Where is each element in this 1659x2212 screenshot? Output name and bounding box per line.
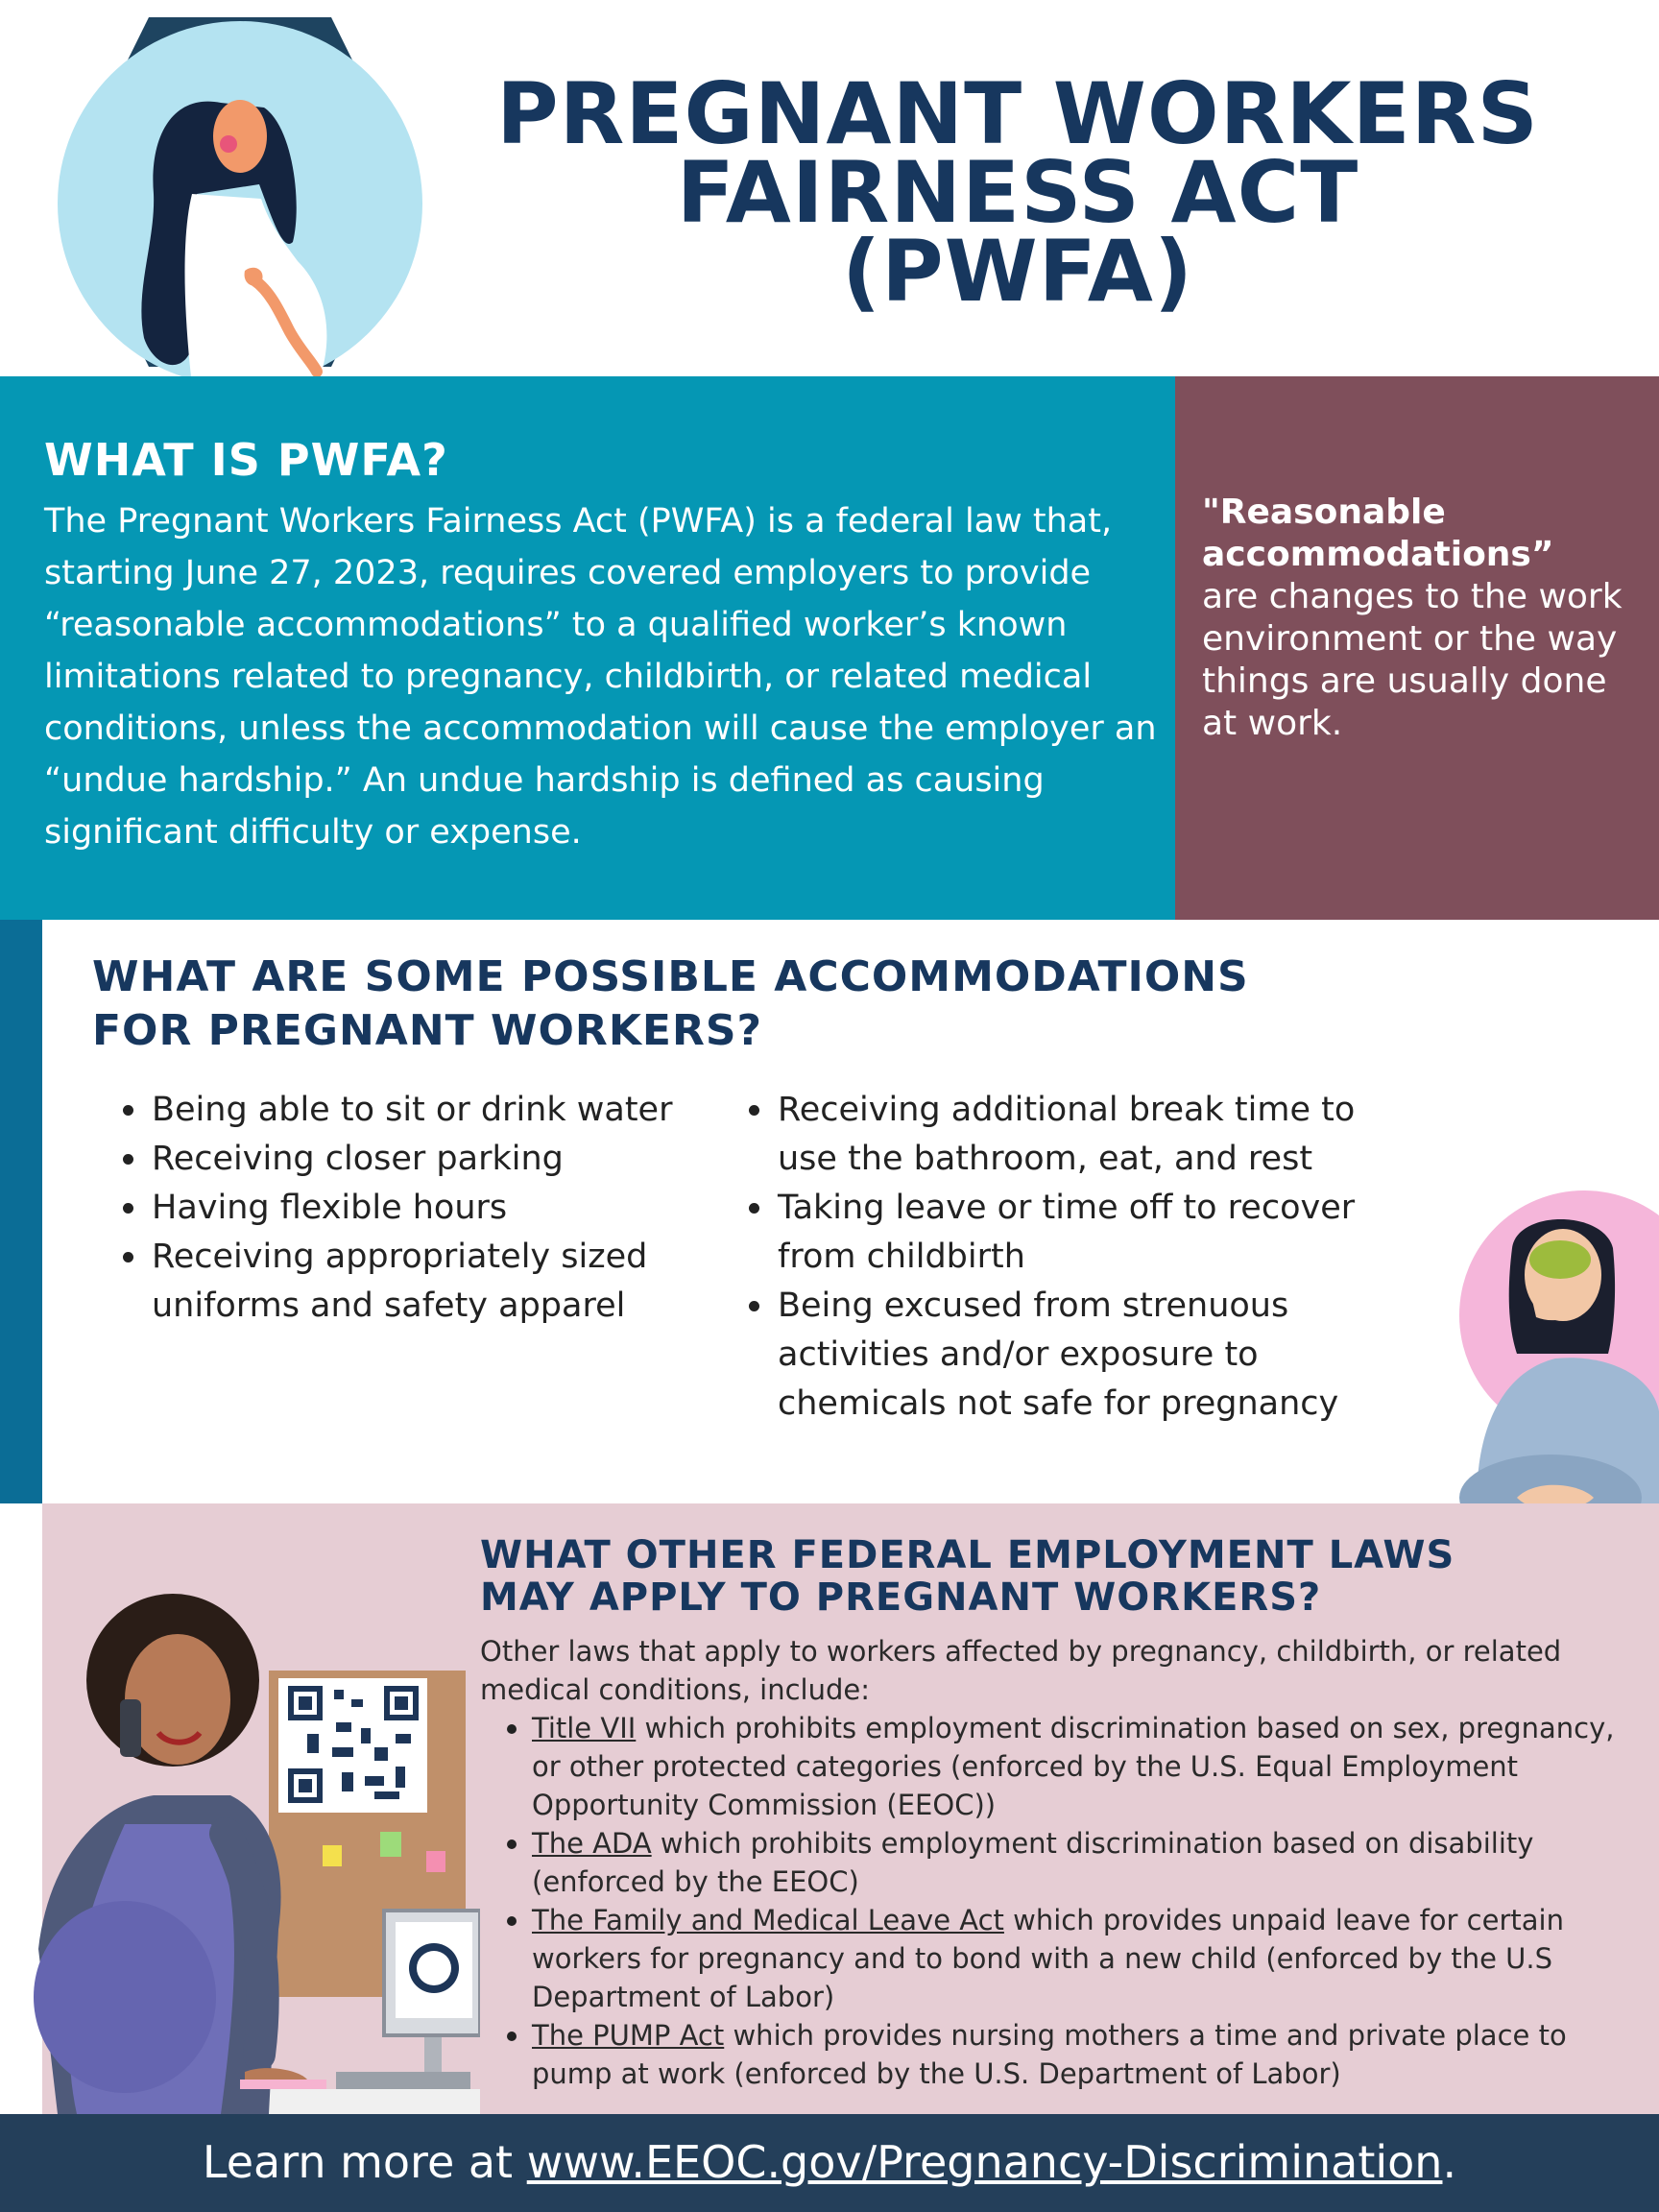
monitor-stand <box>424 2037 442 2076</box>
definition-description: are changes to the work environment or the way things are usually done at work. <box>1202 577 1623 743</box>
definition-text <box>1202 492 1644 745</box>
other-laws-heading-line-1: WHAT OTHER FEDERAL EMPLOYMENT LAWS <box>480 1533 1455 1577</box>
green-face-tint <box>1529 1240 1591 1279</box>
law-link-title-vii[interactable]: Title VII <box>532 1712 637 1744</box>
papers-on-desk <box>240 2080 326 2089</box>
definition-term: "Reasonable accommodations” <box>1202 493 1554 574</box>
law-description: which prohibits employment discrimination based on disability (enforced by the EEOC) <box>532 1827 1534 1898</box>
other-laws-list <box>505 1709 1638 2093</box>
list-item: Being able to sit or drink water <box>119 1086 714 1135</box>
footer-suffix: . <box>1442 2136 1457 2188</box>
accommodations-heading <box>92 950 1436 1058</box>
other-laws-heading <box>480 1534 1632 1619</box>
other-laws-intro: Other laws that apply to workers affected by pregnancy, childbirth, or related medical conditions, include: <box>480 1635 1562 1706</box>
other-laws-heading-line-2: MAY APPLY TO PREGNANT WORKERS? <box>480 1575 1322 1620</box>
footer-prefix: Learn more at <box>202 2136 527 2188</box>
accommodations-heading-line-1: WHAT ARE SOME POSSIBLE ACCOMMODATIONS <box>92 952 1249 1001</box>
accommodations-heading-line-2: FOR PREGNANT WORKERS? <box>92 1006 763 1055</box>
nauseous-woman-illustration <box>1411 1190 1659 1536</box>
law-link-pump-act[interactable]: The PUMP Act <box>532 2019 725 2052</box>
face-shape <box>213 100 267 173</box>
title-line-3: (PWFA) <box>841 222 1194 321</box>
accommodations-list-left <box>119 1086 714 1331</box>
what-is-body: The Pregnant Workers Fairness Act (PWFA) is a federal law that, starting June 27, 2023, requires covered employers to provide “reasonable accommodations” to a qualified worker’s known limitations related to pregnancy, childbirth, or related medical conditions, unless the accommodation will cause the employer an “undue hardship.” An undue hardship is defined as causing significant difficulty or expense. <box>44 502 1157 852</box>
law-link-ada[interactable]: The ADA <box>532 1827 652 1860</box>
accommodations-list-right <box>745 1086 1417 1429</box>
phone-icon <box>120 1699 141 1757</box>
page-title <box>422 64 1613 321</box>
footer-text <box>0 2133 1659 2191</box>
title-line-1: PREGNANT WORKERS <box>496 64 1539 163</box>
list-item: Receiving appropriately sized uniforms and safety apparel <box>119 1233 714 1331</box>
list-item: Receiving closer parking <box>119 1135 714 1184</box>
law-description: which provides unpaid leave for certain workers for pregnancy and to bond with a new child (enforced by the U.S Department of Labor) <box>532 1904 1564 2013</box>
law-link-fmla[interactable]: The Family and Medical Leave Act <box>532 1904 1004 1936</box>
what-is-heading: WHAT IS PWFA? <box>44 434 448 486</box>
list-item: Having flexible hours <box>119 1184 714 1233</box>
law-description: which prohibits employment discrimination based on sex, pregnancy, or other protected categories (enforced by the U.S. Equal Employment Opportunity Commission (EEOC)) <box>532 1712 1615 1821</box>
law-item-pump-act <box>505 2016 1638 2093</box>
list-item: Taking leave or time off to recover from childbirth <box>745 1184 1417 1282</box>
woman-on-phone-illustration <box>19 1546 480 2114</box>
title-line-2: FAIRNESS ACT <box>676 143 1359 242</box>
sticky-note-yellow <box>323 1845 342 1866</box>
accommodations-side-bar <box>0 920 42 1503</box>
law-item-fmla <box>505 1901 1638 2016</box>
list-item: Being excused from strenuous activities and/or exposure to chemicals not safe for pregnancy <box>745 1282 1417 1429</box>
law-description: which provides nursing mothers a time and private place to pump at work (enforced by the U.S. Department of Labor) <box>532 2019 1567 2090</box>
eeoc-pregnancy-link[interactable]: www.EEOC.gov/Pregnancy-Discrimination <box>526 2136 1443 2188</box>
sticky-note-green <box>380 1832 401 1857</box>
sticky-note-pink <box>426 1851 445 1872</box>
belly-shape <box>34 1901 216 2093</box>
law-item-title-vii <box>505 1709 1638 1824</box>
list-item: Receiving additional break time to use the bathroom, eat, and rest <box>745 1086 1417 1184</box>
cheek-shape <box>220 135 237 153</box>
pregnant-woman-illustration <box>38 12 442 405</box>
keyboard <box>336 2072 470 2089</box>
law-item-ada <box>505 1824 1638 1901</box>
